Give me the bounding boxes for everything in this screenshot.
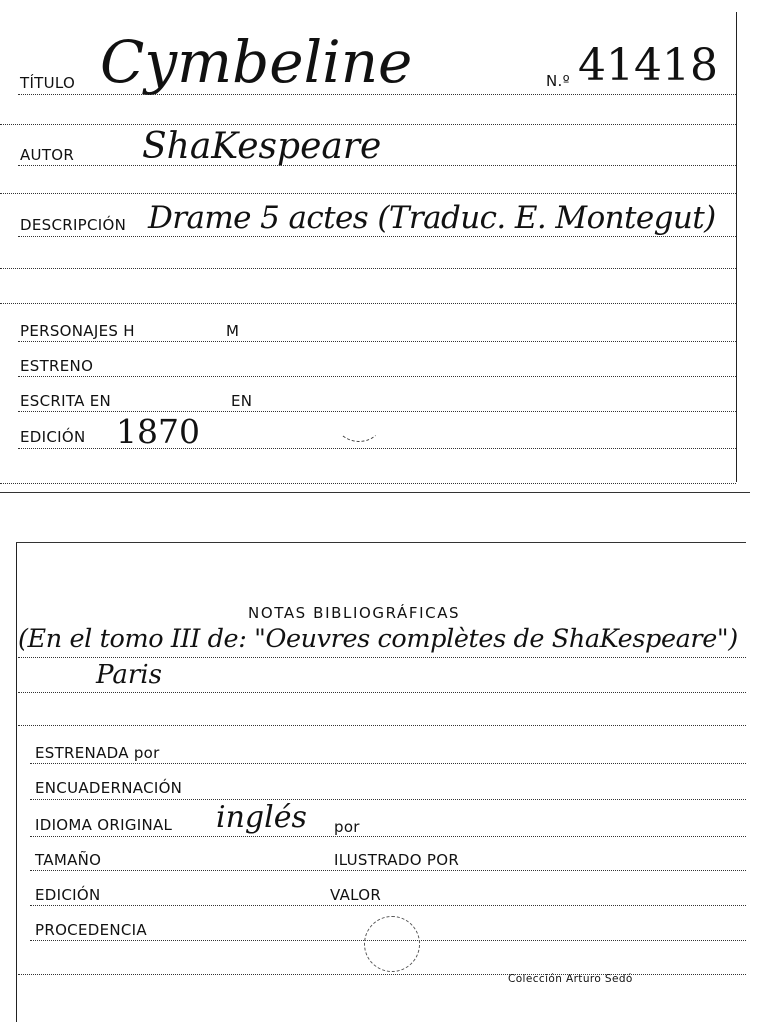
descripcion-line bbox=[18, 236, 736, 237]
encuadernacion-label: ENCUADERNACIÓN bbox=[35, 779, 183, 797]
ilustrado-label: ILUSTRADO POR bbox=[334, 851, 460, 869]
titulo-value: Cymbeline bbox=[100, 28, 413, 96]
encuadernacion-line bbox=[30, 799, 746, 800]
idioma-label: IDIOMA ORIGINAL bbox=[35, 816, 173, 834]
personajes-label: PERSONAJES H bbox=[20, 322, 135, 340]
edicion-back-label: EDICIÓN bbox=[35, 886, 101, 904]
edicion-value: 1870 bbox=[116, 412, 200, 451]
procedencia-label: PROCEDENCIA bbox=[35, 921, 147, 939]
autor-label: AUTOR bbox=[20, 146, 75, 164]
edicion-label: EDICIÓN bbox=[20, 428, 86, 446]
blank-line-5 bbox=[0, 483, 736, 484]
punch-hole-mark bbox=[336, 404, 382, 442]
titulo-line bbox=[18, 94, 736, 95]
personajes-line bbox=[18, 341, 736, 342]
punch-hole-mark-back bbox=[364, 916, 420, 972]
estrenada-label: ESTRENADA por bbox=[35, 744, 160, 762]
blank-line-2 bbox=[0, 193, 736, 194]
catalog-card-back bbox=[0, 520, 759, 1028]
card-separator bbox=[0, 492, 750, 493]
estreno-line bbox=[18, 376, 736, 377]
edicion-back-line bbox=[30, 905, 746, 906]
titulo-label: TÍTULO bbox=[20, 74, 76, 92]
card-right-edge bbox=[736, 12, 737, 482]
numero-label: N.º bbox=[546, 72, 570, 90]
escrita-label: ESCRITA EN bbox=[20, 392, 112, 410]
estreno-label: ESTRENO bbox=[20, 357, 94, 375]
valor-label: VALOR bbox=[330, 886, 382, 904]
edicion-line bbox=[18, 448, 736, 449]
blank-line-1 bbox=[0, 124, 736, 125]
notas-line2: Paris bbox=[96, 660, 162, 690]
descripcion-label: DESCRIPCIÓN bbox=[20, 216, 127, 234]
descripcion-value: Drame 5 actes (Traduc. E. Montegut) bbox=[148, 200, 716, 236]
blank-line-4 bbox=[0, 303, 736, 304]
notas-line1: (En el tomo III de: "Oeuvres complètes de ShaKespeare") bbox=[18, 624, 738, 654]
idioma-line bbox=[30, 836, 746, 837]
tamano-line bbox=[30, 870, 746, 871]
blank-line-7 bbox=[18, 974, 746, 975]
notas-line bbox=[18, 657, 746, 658]
personajes-m-label: M bbox=[226, 322, 240, 340]
idioma-por-label: por bbox=[334, 818, 360, 836]
tamano-label: TAMAÑO bbox=[35, 851, 102, 869]
blank-line-3 bbox=[0, 268, 736, 269]
notas-label: NOTAS BIBLIOGRÁFICAS bbox=[248, 604, 461, 622]
autor-value: ShaKespeare bbox=[142, 126, 382, 167]
escrita-en2-label: EN bbox=[231, 392, 253, 410]
estrenada-line bbox=[30, 763, 746, 764]
top-line bbox=[16, 542, 746, 543]
catalog-card-front bbox=[0, 0, 759, 495]
coleccion-label: Colección Arturo Sedó bbox=[508, 973, 633, 985]
numero-value: 41418 bbox=[578, 40, 718, 91]
idioma-value: inglés bbox=[216, 800, 307, 835]
blank-line-6 bbox=[18, 725, 746, 726]
autor-line bbox=[18, 165, 736, 166]
card-left-edge bbox=[16, 542, 17, 1022]
notas-line-2 bbox=[18, 692, 746, 693]
